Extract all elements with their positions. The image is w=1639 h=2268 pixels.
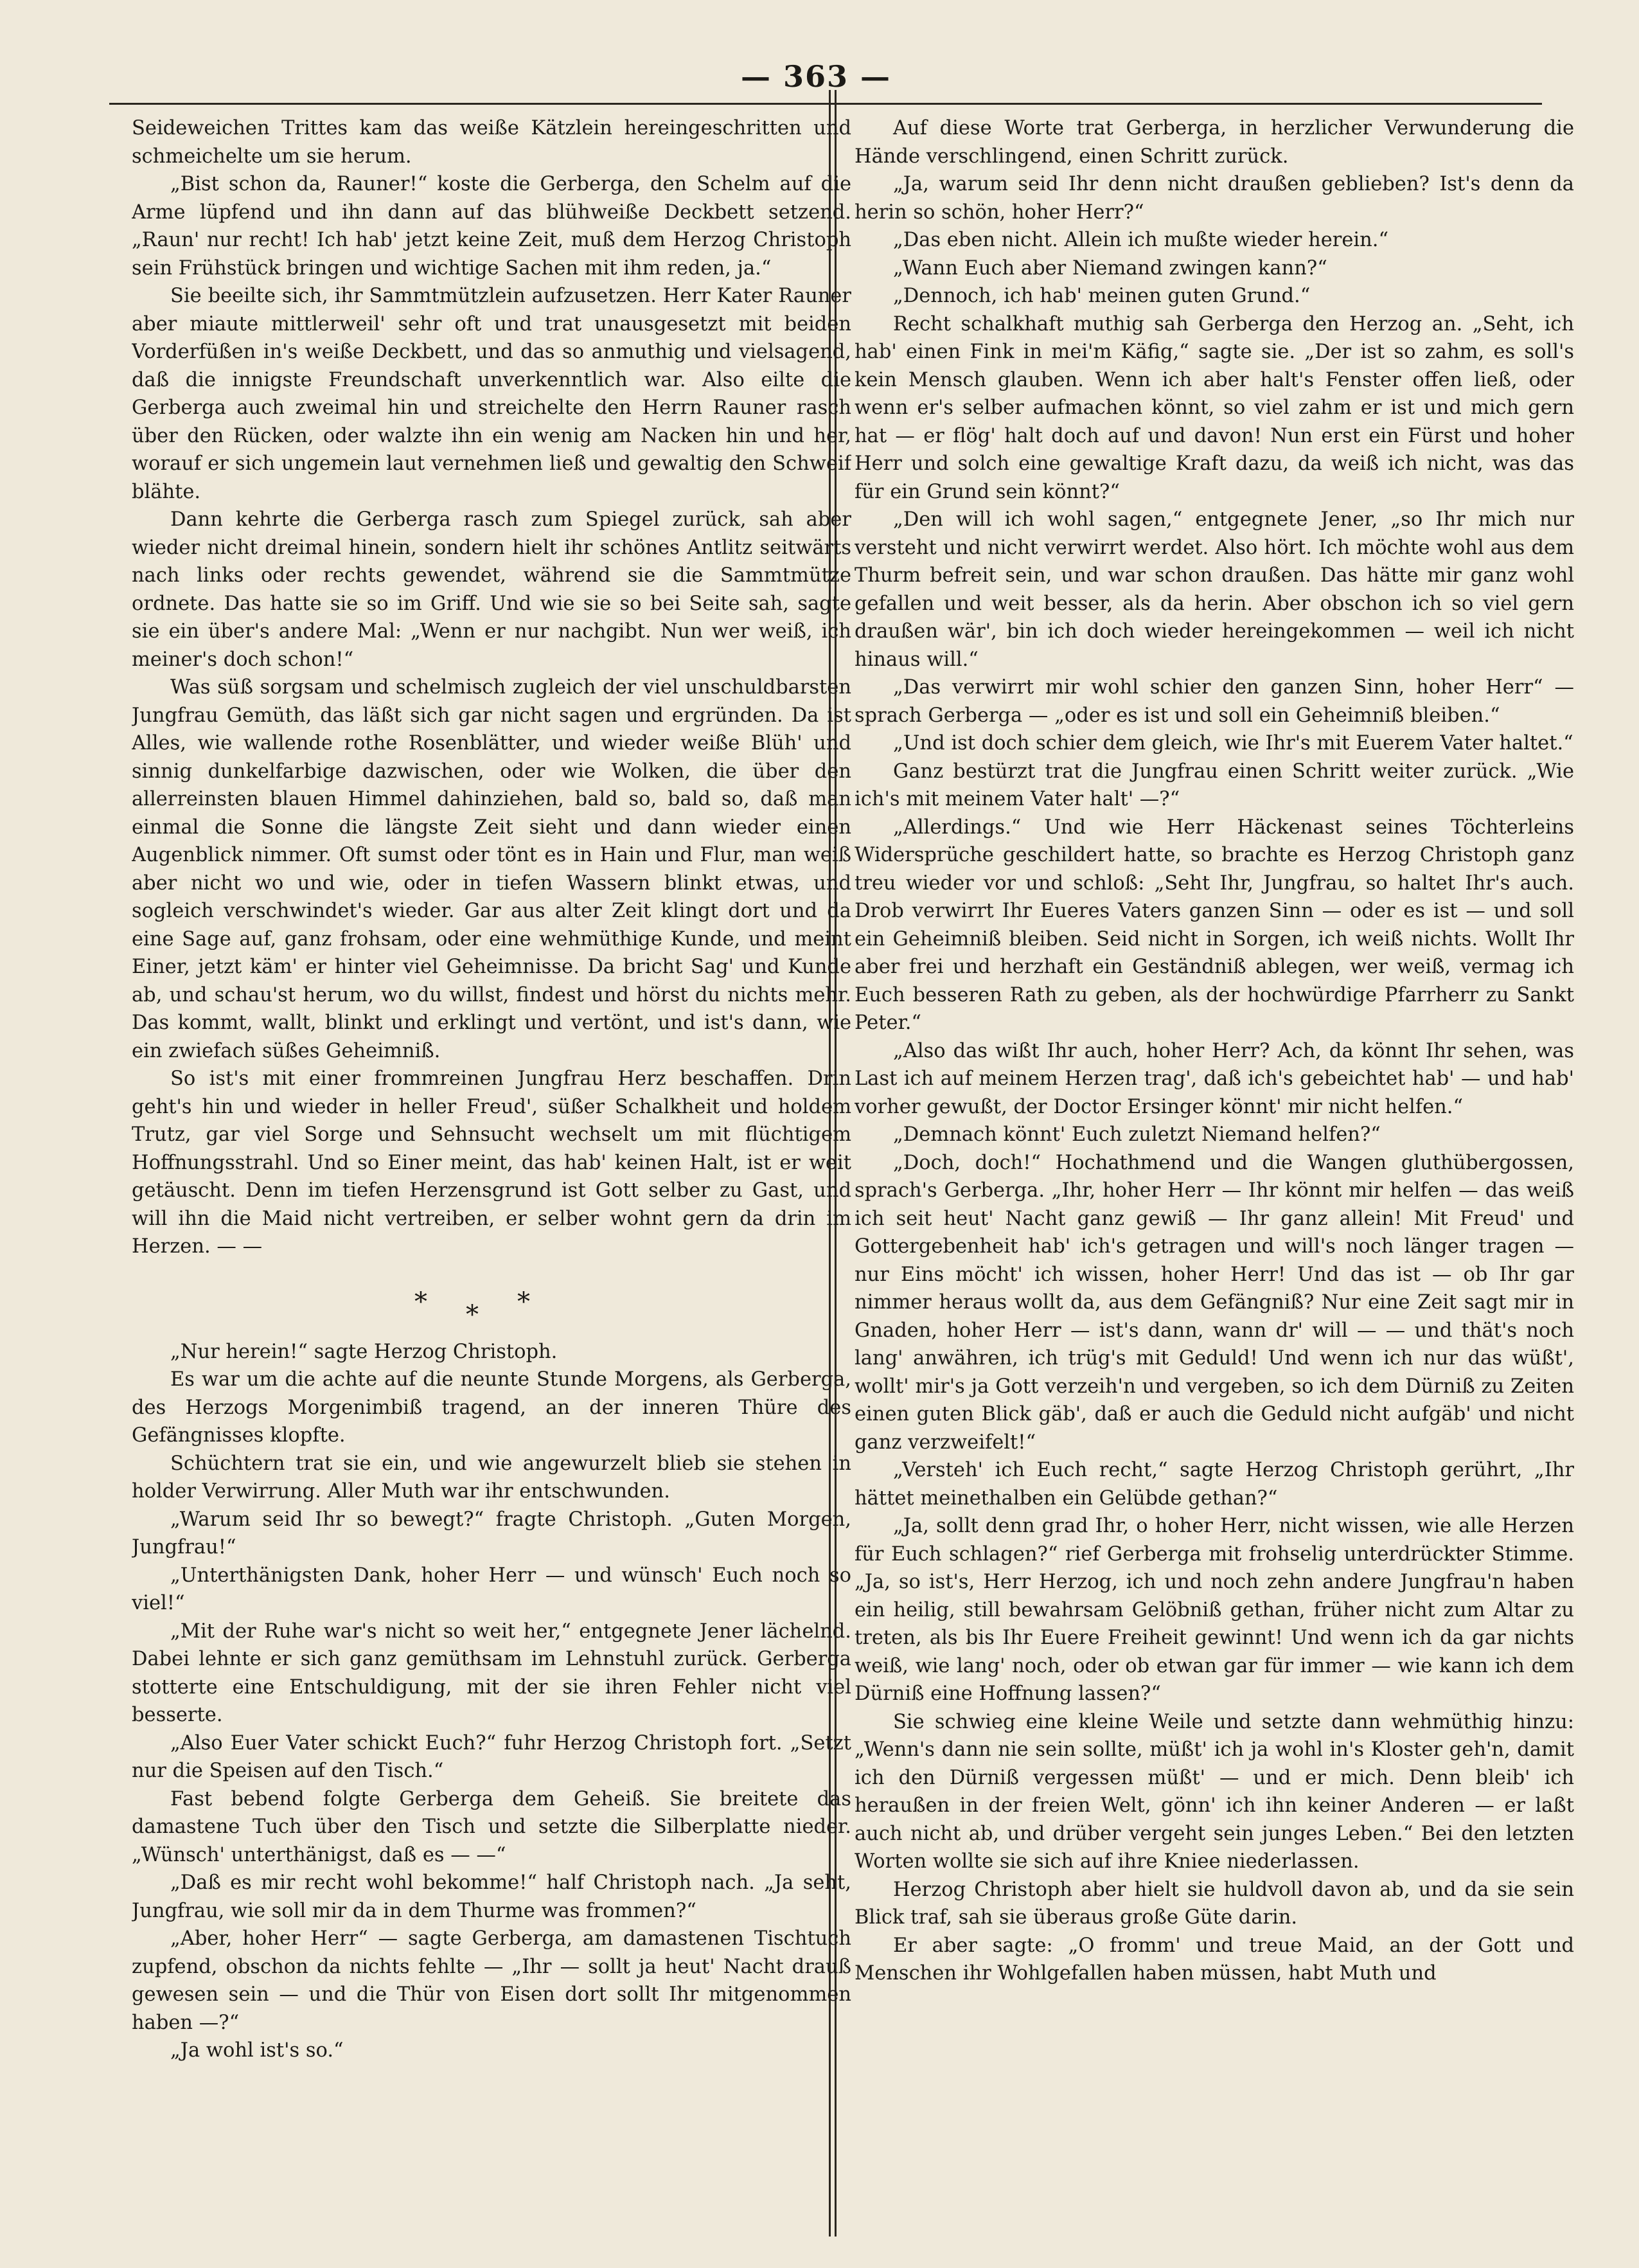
paragraph: „Den will ich wohl sagen,“ entgegnete Jener, „so Ihr mich nur versteht und nicht verwirrt werdet. Also hört. Ich möchte wohl aus dem Thurm befreit sein, und war schon draußen. Das hätte mir ganz wohl gefallen und weit besser, als da herin. Aber obschon ich so viel gern draußen wär', bin ich doch wieder hereingekommen — weil ich nicht hinaus will.“ <box>855 508 1574 671</box>
paragraph: Er aber sagte: „O fromm' und treue Maid, an der Gott und Menschen ihr Wohlgefallen haben müssen, habt Muth und <box>855 1934 1574 1985</box>
paragraph: „Also Euer Vater schickt Euch?“ fuhr Herzog Christoph fort. „Setzt nur die Speisen auf den Tisch.“ <box>132 1731 851 1782</box>
paragraph: „Daß es mir recht wohl bekomme!“ half Christoph nach. „Ja seht, Jungfrau, wie soll mir da in dem Thurme was frommen?“ <box>132 1871 851 1922</box>
paragraph: „Also das wißt Ihr auch, hoher Herr? Ach, da könnt Ihr sehen, was Last ich auf meinem Herzen trag', daß ich's gebeichtet hab' — und hab' vorher gewußt, der Doctor Ersinger könnt' mir nicht helfen.“ <box>855 1039 1574 1118</box>
paragraph: Auf diese Worte trat Gerberga, in herzlicher Verwunderung die Hände verschlingend, einen Schritt zurück. <box>855 117 1574 168</box>
paragraph: „Ja, sollt denn grad Ihr, o hoher Herr, nicht wissen, wie alle Herzen für Euch schlagen?“ rief Gerberga mit frohselig unterdrückter Stimme. „Ja, so ist's, Herr Herzog, ich und noch zehn andere Jungfrau'n haben ein heilig, still bewahrsam Gelöbniß gethan, früher nicht zum Altar zu treten, als bis Ihr Euere Freiheit gewinnt! Und wenn ich da gar nichts weiß, wie lang' noch, oder ob etwan gar für immer — wie kann ich dem Dürniß eine Hoffnung lassen?“ <box>855 1515 1574 1705</box>
right-column <box>855 114 1574 2229</box>
paragraph: „Doch, doch!“ Hochathmend und die Wangen gluthübergossen, sprach's Gerberga. „Ihr, hoher Herr — Ihr könnt mir helfen — das weiß ich seit heut' Nacht ganz gewiß — Ihr ganz allein! Mit Freud' und Gottergebenheit hab' ich's getragen und will's noch länger tragen — nur Eins möcht' ich wissen, hoher Herr! Und das ist — ob Ihr gar nimmer heraus wollt da, aus dem Gefängniß? Nur eine Zeit sagt mir in Gnaden, hoher Herr — ist's dann, wann dr' will — — und thät's noch lang' anwähren, ich trüg's mit Geduld! Und wenn ich nur das wüßt', wollt' mir's ja Gott verzeih'n und vergeben, so ich dem Dürniß zu Zeiten einen guten Blick gäb', daß er auch die Geduld nicht aufgäb' und nicht ganz verzweifelt!“ <box>855 1151 1574 1454</box>
paragraph: „Mit der Ruhe war's nicht so weit her,“ entgegnete Jener lächelnd. Dabei lehnte er sich ganz gemüthsam im Lehnstuhl zurück. Gerberga stotterte eine Entschuldigung, mit der sie ihren Fehler nicht viel besserte. <box>132 1620 851 1726</box>
paragraph: Was süß sorgsam und schelmisch zugleich der viel unschuldbarsten Jungfrau Gemüth, das läßt sich gar nicht sagen und ergründen. Da ist Alles, wie wallende rothe Rosenblätter, und wieder weiße Blüh' und sinnig dunkelfarbige dazwischen, oder wie Wolken, die über den allerreinsten blauen Himmel dahinziehen, bald so, bald so, daß man einmal die Sonne die längste Zeit sieht und dann wieder einen Augenblick nimmer. Oft sumst oder tönt es in Hain und Flur, man weiß aber nicht wo und wie, oder in tiefen Wassern blinkt etwas, und sogleich verschwindet's wieder. Gar aus alter Zeit klingt dort und da eine Sage auf, ganz frohsam, oder eine wehmüthige Kunde, und meint Einer, jetzt käm' er hinter viel Geheimnisse. Da bricht Sag' und Kunde ab, und schau'st herum, wo du willst, findest und hörst du nichts mehr. Das kommt, wallt, blinkt und erklingt und vertönt, und ist's dann, wie ein zwiefach süßes Geheimniß. <box>132 676 851 1062</box>
paragraph: „Und ist doch schier dem gleich, wie Ihr's mit Euerem Vater haltet.“ <box>893 732 1573 755</box>
paragraph: Fast bebend folgte Gerberga dem Geheiß. Sie breitete das damastene Tuch über den Tisch und setzte die Silberplatte nieder. „Wünsch' unterthänigst, daß es — —“ <box>132 1787 851 1866</box>
paragraph: Sie beeilte sich, ihr Sammtmützlein aufzusetzen. Herr Kater Rauner aber miaute mittlerweil' sehr oft und trat unausgesetzt mit beiden Vorderfüßen in's weiße Deckbett, und das so anmuthig und vielsagend, daß die innigste Freundschaft unverkenntlich war. Also eilte die Gerberga auch zweimal hin und streichelte den Herrn Rauner rasch über den Rücken, oder walzte ihn ein wenig am Nacken hin und her, worauf er sich ungemein laut vernehmen ließ und gewaltig den Schweif blähte. <box>132 285 851 503</box>
paragraph: „Demnach könnt' Euch zuletzt Niemand helfen?“ <box>893 1123 1381 1146</box>
paragraph: „Bist schon da, Rauner!“ koste die Gerberga, den Schelm auf die Arme lüpfend und ihn dann auf das blühweiße Deckbett setzend. „Raun' nur recht! Ich hab' jetzt keine Zeit, muß dem Herzog Christoph sein Frühstück bringen und wichtige Sachen mit ihm reden, ja.“ <box>132 173 851 280</box>
left-column-paragraphs-before <box>132 114 851 1261</box>
paragraph: „Versteh' ich Euch recht,“ sagte Herzog Christoph gerührt, „Ihr hättet meinethalben ein Gelübde gethan?“ <box>855 1459 1574 1510</box>
paragraph: „Das eben nicht. Allein ich mußte wieder herein.“ <box>893 229 1389 251</box>
right-column-paragraphs <box>855 114 1574 1988</box>
paragraph: „Warum seid Ihr so bewegt?“ fragte Christoph. „Guten Morgen, Jungfrau!“ <box>132 1508 851 1558</box>
paragraph: So ist's mit einer frommreinen Jungfrau Herz beschaffen. Drin geht's hin und wieder in heller Freud', süßer Schalkheit und holdem Trutz, gar viel Sorge und Sehnsucht wechselt um mit flüchtigem Hoffnungsstrahl. Und so Einer meint, das hab' keinen Halt, ist er weit getäuscht. Denn im tiefen Herzensgrund ist Gott selber zu Gast, und will ihn die Maid nicht vertreiben, er selber wohnt gern da drin im Herzen. — — <box>132 1067 851 1258</box>
section-separator <box>132 1283 851 1330</box>
paragraph: Sie schwieg eine kleine Weile und setzte dann wehmüthig hinzu: „Wenn's dann nie sein sollte, müßt' ich ja wohl in's Kloster geh'n, damit ich den Dürniß vergessen müßt' — und er mich. Denn bleib' ich heraußen in der freien Welt, gönn' ich ihn keiner Anderen — er laßt auch nicht ab, und drüber vergeht sein junges Leben.“ Bei den letzten Worten wollte sie sich auf ihre Kniee niederlassen. <box>855 1710 1574 1873</box>
paragraph: Ganz bestürzt trat die Jungfrau einen Schritt weiter zurück. „Wie ich's mit meinem Vater halt' —?“ <box>855 760 1574 810</box>
paragraph: „Aber, hoher Herr“ — sagte Gerberga, am damastenen Tischtuch zupfend, obschon da nichts fehlte — „Ihr — sollt ja heut' Nacht drauß gewesen sein — und die Thür von Eisen dort sollt Ihr mitgenommen haben —?“ <box>132 1927 851 2034</box>
header-rule <box>109 103 1542 105</box>
paragraph: Dann kehrte die Gerberga rasch zum Spiegel zurück, sah aber wieder nicht dreimal hinein, sondern hielt ihr schönes Antlitz seitwärts nach links oder rechts gewendet, während sie die Sammtmütze ordnete. Das hatte sie so im Griff. Und wie sie so bei Seite sah, sagte sie ein über's andere Mal: „Wenn er nur nachgibt. Nun wer weiß, ich meiner's doch schon!“ <box>132 508 851 671</box>
separator-star: * <box>466 1299 517 1330</box>
paragraph: Herzog Christoph aber hielt sie huldvoll davon ab, und da sie sein Blick traf, sah sie überaus große Güte darin. <box>855 1878 1574 1929</box>
paragraph: „Das verwirrt mir wohl schier den ganzen Sinn, hoher Herr“ — sprach Gerberga — „oder es ist und soll ein Geheimniß bleiben.“ <box>855 676 1574 727</box>
left-column <box>132 114 851 2229</box>
paragraph: Es war um die achte auf die neunte Stunde Morgens, als Gerberga, des Herzogs Morgenimbiß tragend, an der inneren Thüre des Gefängnisses klopfte. <box>132 1368 851 1447</box>
separator-star: * <box>414 1287 466 1317</box>
paragraph: Recht schalkhaft muthig sah Gerberga den Herzog an. „Seht, ich hab' einen Fink in mei'm Käfig,“ sagte sie. „Der ist so zahm, es soll's kein Mensch glauben. Wenn ich aber halt's Fenster offen ließ, oder wenn er's selber aufmachen könnt, so viel zahm er ist und mich gern hat — er flög' halt doch auf und davon! Nun erst ein Fürst und hoher Herr und solch eine gewaltige Kraft dazu, da weiß ich nicht, was das für ein Grund sein könnt?“ <box>855 312 1574 503</box>
separator-star: * <box>517 1287 569 1317</box>
paragraph: „Unterthänigsten Dank, hoher Herr — und wünsch' Euch noch so viel!“ <box>132 1564 851 1614</box>
paragraph: „Allerdings.“ Und wie Herr Häckenast seines Töchterleins Widersprüche geschildert hatte, so brachte es Herzog Christoph ganz treu wieder vor und schloß: „Seht Ihr, Jungfrau, so haltet Ihr's auch. Drob verwirrt Ihr Eueres Vaters ganzen Sinn — oder es ist — und soll ein Geheimniß bleiben. Seid nicht in Sorgen, ich weiß nichts. Wollt Ihr aber frei und herzhaft ein Geständniß ablegen, wer weiß, vermag ich Euch besseren Rath zu geben, als der hochwürdige Pfarrherr zu Sankt Peter.“ <box>855 816 1574 1034</box>
paragraph: „Ja, warum seid Ihr denn nicht draußen geblieben? Ist's denn da herin so schön, hoher Herr?“ <box>855 173 1574 224</box>
paragraph: „Nur herein!“ sagte Herzog Christoph. <box>170 1340 558 1363</box>
paragraph: „Ja wohl ist's so.“ <box>170 2039 344 2062</box>
page-number: — 363 — <box>740 59 892 94</box>
paragraph: „Dennoch, ich hab' meinen guten Grund.“ <box>893 285 1311 307</box>
left-column-paragraphs-after <box>132 1338 851 2065</box>
paragraph: „Wann Euch aber Niemand zwingen kann?“ <box>893 256 1327 280</box>
paragraph: Schüchtern trat sie ein, und wie angewurzelt blieb sie stehen in holder Verwirrung. Aller Muth war ihr entschwunden. <box>132 1452 851 1503</box>
paragraph: Seideweichen Trittes kam das weiße Kätzlein hereingeschritten und schmeichelte um sie herum. <box>132 117 851 168</box>
